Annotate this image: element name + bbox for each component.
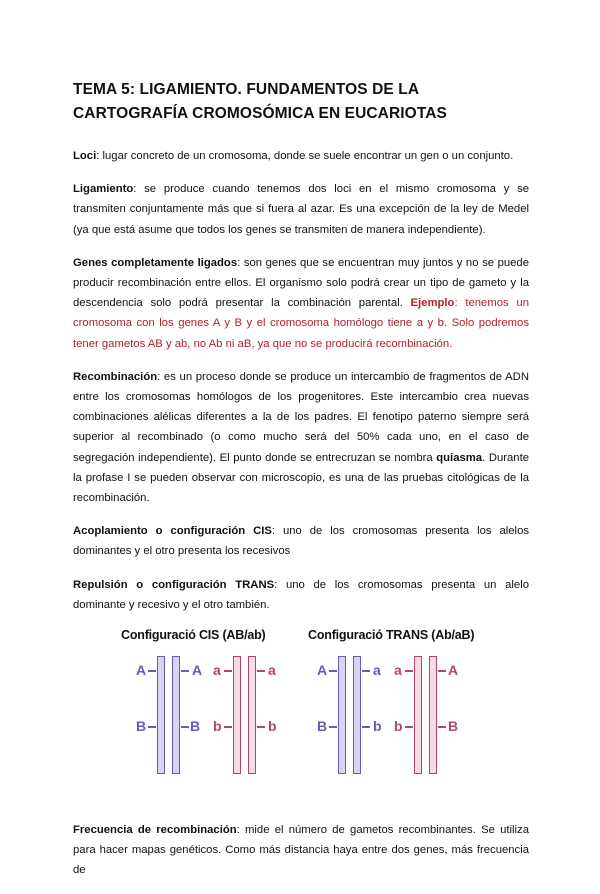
trans-tick-b-right bbox=[362, 726, 370, 728]
cis-chromosome-AB-strand-2 bbox=[172, 656, 180, 774]
definition-acoplamiento: : uno de los cromosomas presenta los alelos dominantes y el otro presenta los recesivos bbox=[73, 525, 529, 558]
paragraph-ligamiento bbox=[73, 179, 529, 240]
page-title: TEMA 5: LIGAMIENTO. FUNDAMENTOS DE LA CARTOGRAFÍA CROMOSÓMICA EN EUCARIOTAS bbox=[73, 81, 447, 122]
cis-chromosome-ab-strand-1 bbox=[233, 656, 241, 774]
cis-label-B-left: B bbox=[136, 718, 147, 735]
cis-label-a-right: a bbox=[268, 662, 276, 679]
paragraph-recombinacion bbox=[73, 367, 529, 508]
cis-tick-B-right bbox=[181, 726, 189, 728]
cis-chromosome-AB-strand-1 bbox=[157, 656, 165, 774]
trans-label-B-left: B bbox=[317, 718, 328, 735]
trans-label-b-right: b bbox=[373, 718, 382, 735]
cis-label-B-right: B bbox=[190, 718, 201, 735]
term-loci: Loci bbox=[73, 150, 97, 162]
trans-tick-a-left bbox=[405, 670, 413, 672]
definition-genes-ligados: : son genes que se encuentran muy juntos y no se puede producir recombinación entre ellos. El organismo solo podrá crear un tipo de gameto y la descendencia solo podrá presentar la combinación parental. bbox=[73, 256, 530, 310]
term-recombinacion: Recombinación bbox=[73, 370, 158, 383]
cis-tick-a-right bbox=[257, 670, 265, 672]
cis-label-b-right: b bbox=[268, 718, 277, 735]
trans-chromosome-aB-strand-2 bbox=[429, 656, 437, 774]
trans-chromosome-aB-strand-1 bbox=[414, 656, 422, 774]
trans-tick-B-right bbox=[438, 726, 446, 728]
term-repulsion: Repulsión o configuración TRANS bbox=[73, 578, 275, 591]
cis-label-b-left: b bbox=[213, 718, 222, 735]
trans-label-B-right: B bbox=[448, 718, 459, 735]
cis-tick-b-left bbox=[224, 726, 232, 728]
trans-label-a-right: a bbox=[373, 662, 381, 679]
definition-repulsion: : uno de los cromosomas presenta un alelo dominante y recesivo y el otro también. bbox=[73, 578, 529, 611]
definition-recombinacion-2: . Durante la profase I se pueden observar con microscopio, es una de las pruebas citológicas de la recombinación. bbox=[73, 451, 530, 505]
trans-tick-B-left bbox=[329, 726, 337, 728]
trans-chromosome-Ab-strand-1 bbox=[338, 656, 346, 774]
definition-loci: : lugar concreto de un cromosoma, donde se suele encontrar un gen o un conjunto. bbox=[96, 150, 514, 162]
definition-frecuencia: : mide el número de gametos recombinantes. Se utiliza para hacer mapas genéticos. Como más distancia haya entre dos genes, más frecuencia de bbox=[73, 824, 529, 877]
cis-tick-B-left bbox=[148, 726, 156, 728]
trans-tick-b-left bbox=[405, 726, 413, 728]
cis-label-a-left: a bbox=[213, 662, 221, 679]
trans-chromosome-Ab-strand-2 bbox=[353, 656, 361, 774]
cis-label-A-left: A bbox=[136, 662, 147, 679]
trans-label-b-left: b bbox=[394, 718, 403, 735]
trans-label-A-left: A bbox=[317, 662, 328, 679]
term-ligamiento: Ligamiento bbox=[73, 183, 134, 196]
cis-tick-b-right bbox=[257, 726, 265, 728]
cis-tick-A-left bbox=[148, 670, 156, 672]
paragraph-repulsion bbox=[73, 575, 529, 615]
document-page bbox=[73, 78, 529, 894]
cis-tick-a-left bbox=[224, 670, 232, 672]
trans-tick-A-left bbox=[329, 670, 337, 672]
trans-tick-a-right bbox=[362, 670, 370, 672]
cis-label-A-right: A bbox=[192, 662, 203, 679]
term-genes-ligados: Genes completamente ligados bbox=[73, 256, 238, 269]
definition-recombinacion-1: : es un proceso donde se produce un intercambio de fragmentos de ADN entre los cromosomas homólogos de los progenitores. Este intercambio crea nuevas combinaciones alélicas diferentes a la de los padres. El fenotipo paterno siempre será superior al recombinado (o como mucho será del 50% cada uno, en el caso de segregación independiente). El punto donde se entrecruzan se nombra bbox=[73, 370, 529, 464]
trans-label-a-left: a bbox=[394, 662, 402, 679]
example-text: : tenemos un cromosoma con los genes A y B y el cromosoma homólogo tiene a y b. Solo podremos tener gametos AB y ab, no Ab ni aB, ya que no se producirá recombinación. bbox=[73, 297, 529, 350]
definition-ligamiento: : se produce cuando tenemos dos loci en el mismo cromosoma y se transmiten conjuntamente más que si fuera al azar. Es una excepción de la ley de Medel (ya que está asume que todos los genes se transmiten de manera independiente). bbox=[73, 183, 529, 236]
paragraph-acoplamiento bbox=[73, 521, 529, 561]
cis-trans-figure bbox=[73, 628, 529, 810]
term-acoplamiento: Acoplamiento o configuración CIS bbox=[73, 525, 272, 538]
term-frecuencia: Frecuencia de recombinación bbox=[73, 824, 237, 837]
cis-title: Configuració CIS (AB/ab) bbox=[121, 628, 266, 643]
trans-title: Configuració TRANS (Ab/aB) bbox=[308, 628, 475, 643]
cis-tick-A-right bbox=[181, 670, 189, 672]
trans-tick-A-right bbox=[438, 670, 446, 672]
term-quiasma: quiasma bbox=[436, 451, 483, 464]
example-term: Ejemplo bbox=[410, 297, 455, 310]
paragraph-frecuencia bbox=[73, 820, 529, 881]
cis-chromosome-ab-strand-2 bbox=[248, 656, 256, 774]
trans-label-A-right: A bbox=[448, 662, 459, 679]
paragraph-genes-ligados bbox=[73, 253, 529, 354]
paragraph-loci bbox=[73, 146, 529, 166]
